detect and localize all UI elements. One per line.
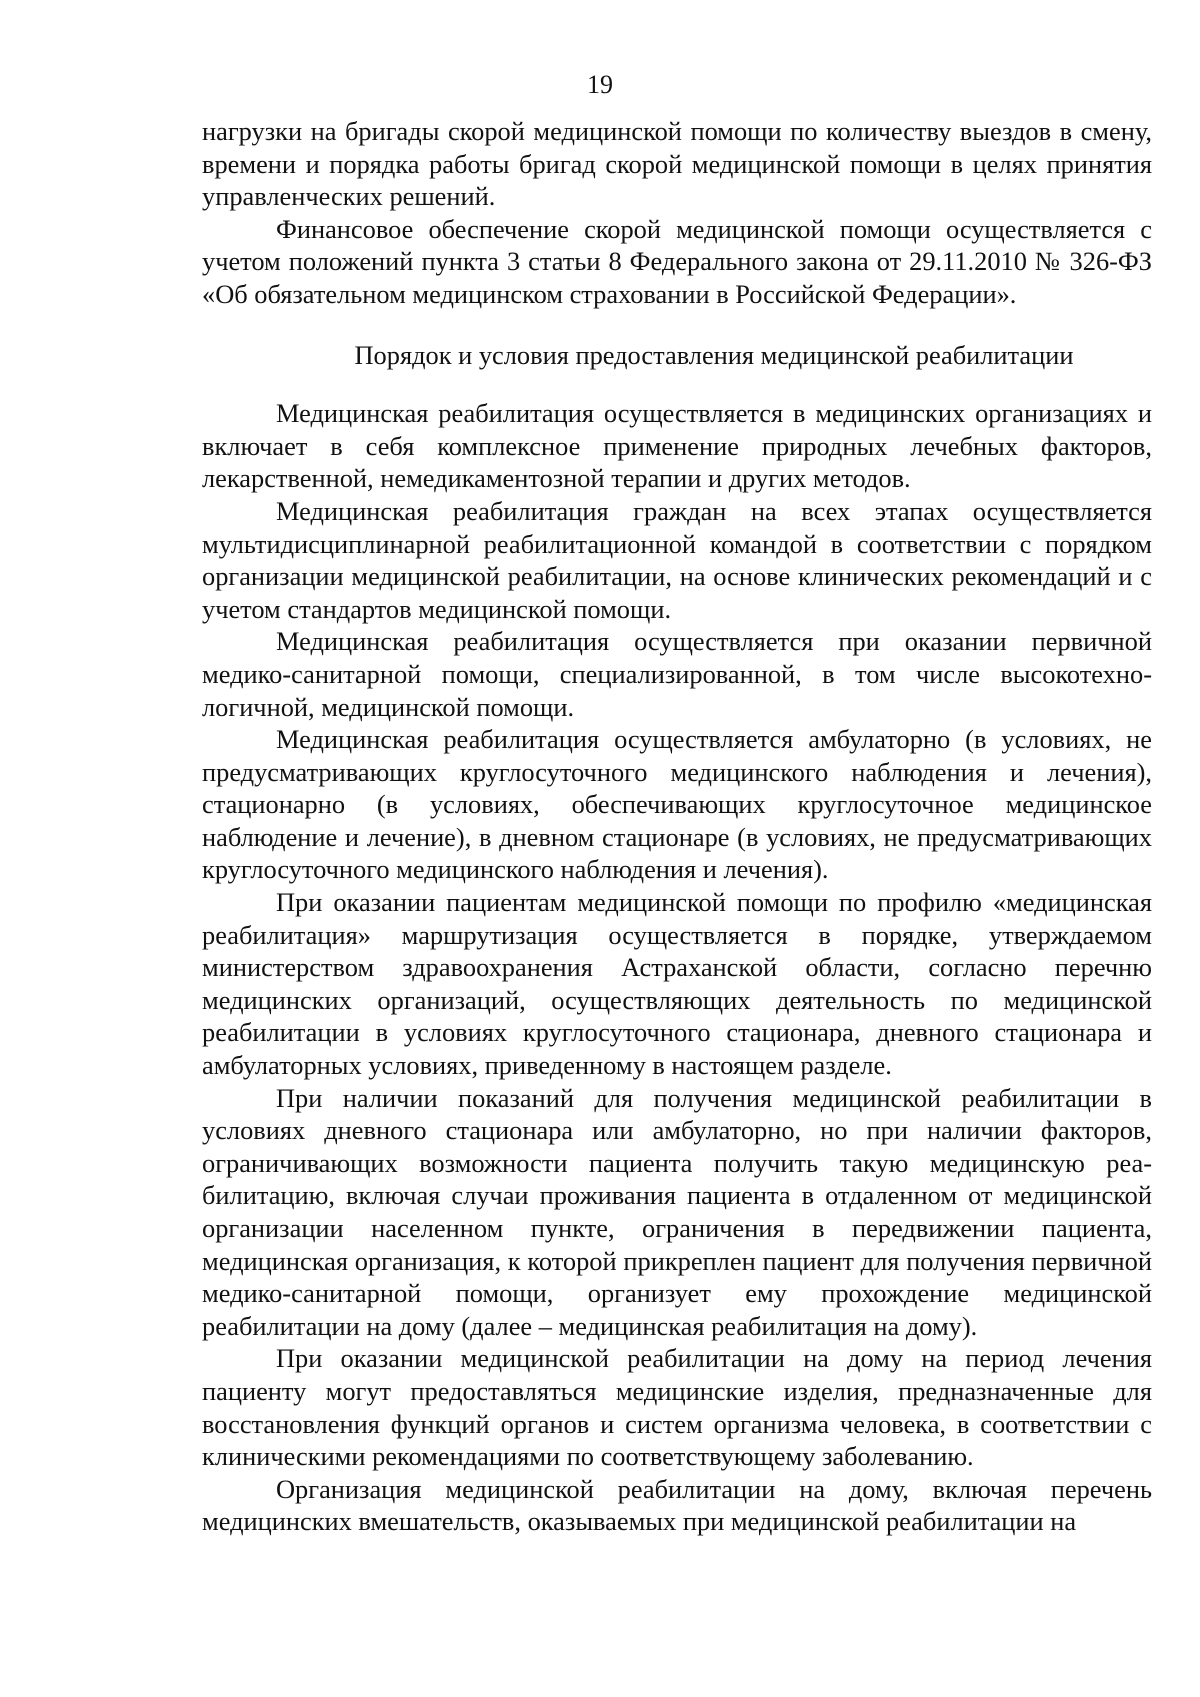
section-heading: Порядок и условия предоставления медицинской реабилитации (354, 339, 1074, 370)
paragraph: Медицинская реабилитация осуществляется при оказании первичной медико-санитарной помощи, специализированной, в том числе высокотехнологичной, медицинской помощи. (202, 626, 1152, 722)
paragraph: Медицинская реабилитация осуществляется амбулаторно (в условиях, не предусматривающих круглосуточного медицинского наблюдения и лечения), стационарно (в условиях, обеспечивающих круглосуточное медицинское наблюдение и лечение), в дневном стационаре (в условиях, не предусматривающих круглосуточного медицинского наблюдения и лечения). (202, 724, 1152, 885)
paragraph: При наличии показаний для получения медицинской реабилитации в условиях дневного стационара или амбулаторно, но при наличии факторов, ограничивающих возможности пациента получить такую медицинскую реабилитацию, включая случаи проживания пациента в отдаленном от медицинской организации населенном пункте, ограничения в передвижении пациента, медицинская организация, к которой прикреплен пациент для получения первичной медико-санитарной помощи, организует ему прохождение медицинской реабилитации на дому (далее – медицинская реабилитация на дому). (202, 1082, 1152, 1341)
paragraph: При оказании медицинской реабилитации на дому на период лечения пациенту могут предоставляться медицинские изделия, предназначенные для восстановления функций органов и систем организма человека, в соответствии с клиническими рекомендациями по соответствующему заболеванию. (202, 1343, 1152, 1472)
page-number: 19 (587, 70, 613, 99)
document-body (202, 115, 1152, 1538)
paragraph: Организация медицинской реабилитации на дому, включая перечень медицинских вмешательств, оказываемых при медицинской реабилитации на (202, 1473, 1152, 1537)
paragraph: При оказании пациентам медицинской помощи по профилю «медицинская реабилитация» маршрутизация осуществляется в порядке, утверждаемом министерством здравоохранения Астраханской области, согласно перечню медицинских организаций, осуществляющих деятельность по медицинской реабилитации в условиях круглосуточного стационара, дневного стационара и амбулаторных условиях, приведенному в настоящем разделе. (202, 887, 1152, 1081)
paragraph: Медицинская реабилитация граждан на всех этапах осуществляется мультидисциплинарной реабилитационной командой в соответствии с порядком организации медицинской реабилитации, на основе клинических рекомендаций и с учетом стандартов медицинской помощи. (202, 495, 1152, 624)
paragraph: нагрузки на бригады скорой медицинской помощи по количеству выездов в смену, времени и порядка работы бригад скорой медицинской помощи в целях принятия управленческих решений. (202, 116, 1152, 212)
paragraph: Медицинская реабилитация осуществляется в медицинских организациях и включает в себя комплексное применение природных лечебных факторов, лекарственной, немедикаментозной терапии и других методов. (202, 398, 1152, 494)
paragraph: Финансовое обеспечение скорой медицинской помощи осуществляется с учетом положений пункта 3 статьи 8 Федерального закона от 29.11.2010 № 326-ФЗ «Об обязательном медицинском страховании в Российской Федерации». (202, 213, 1152, 309)
